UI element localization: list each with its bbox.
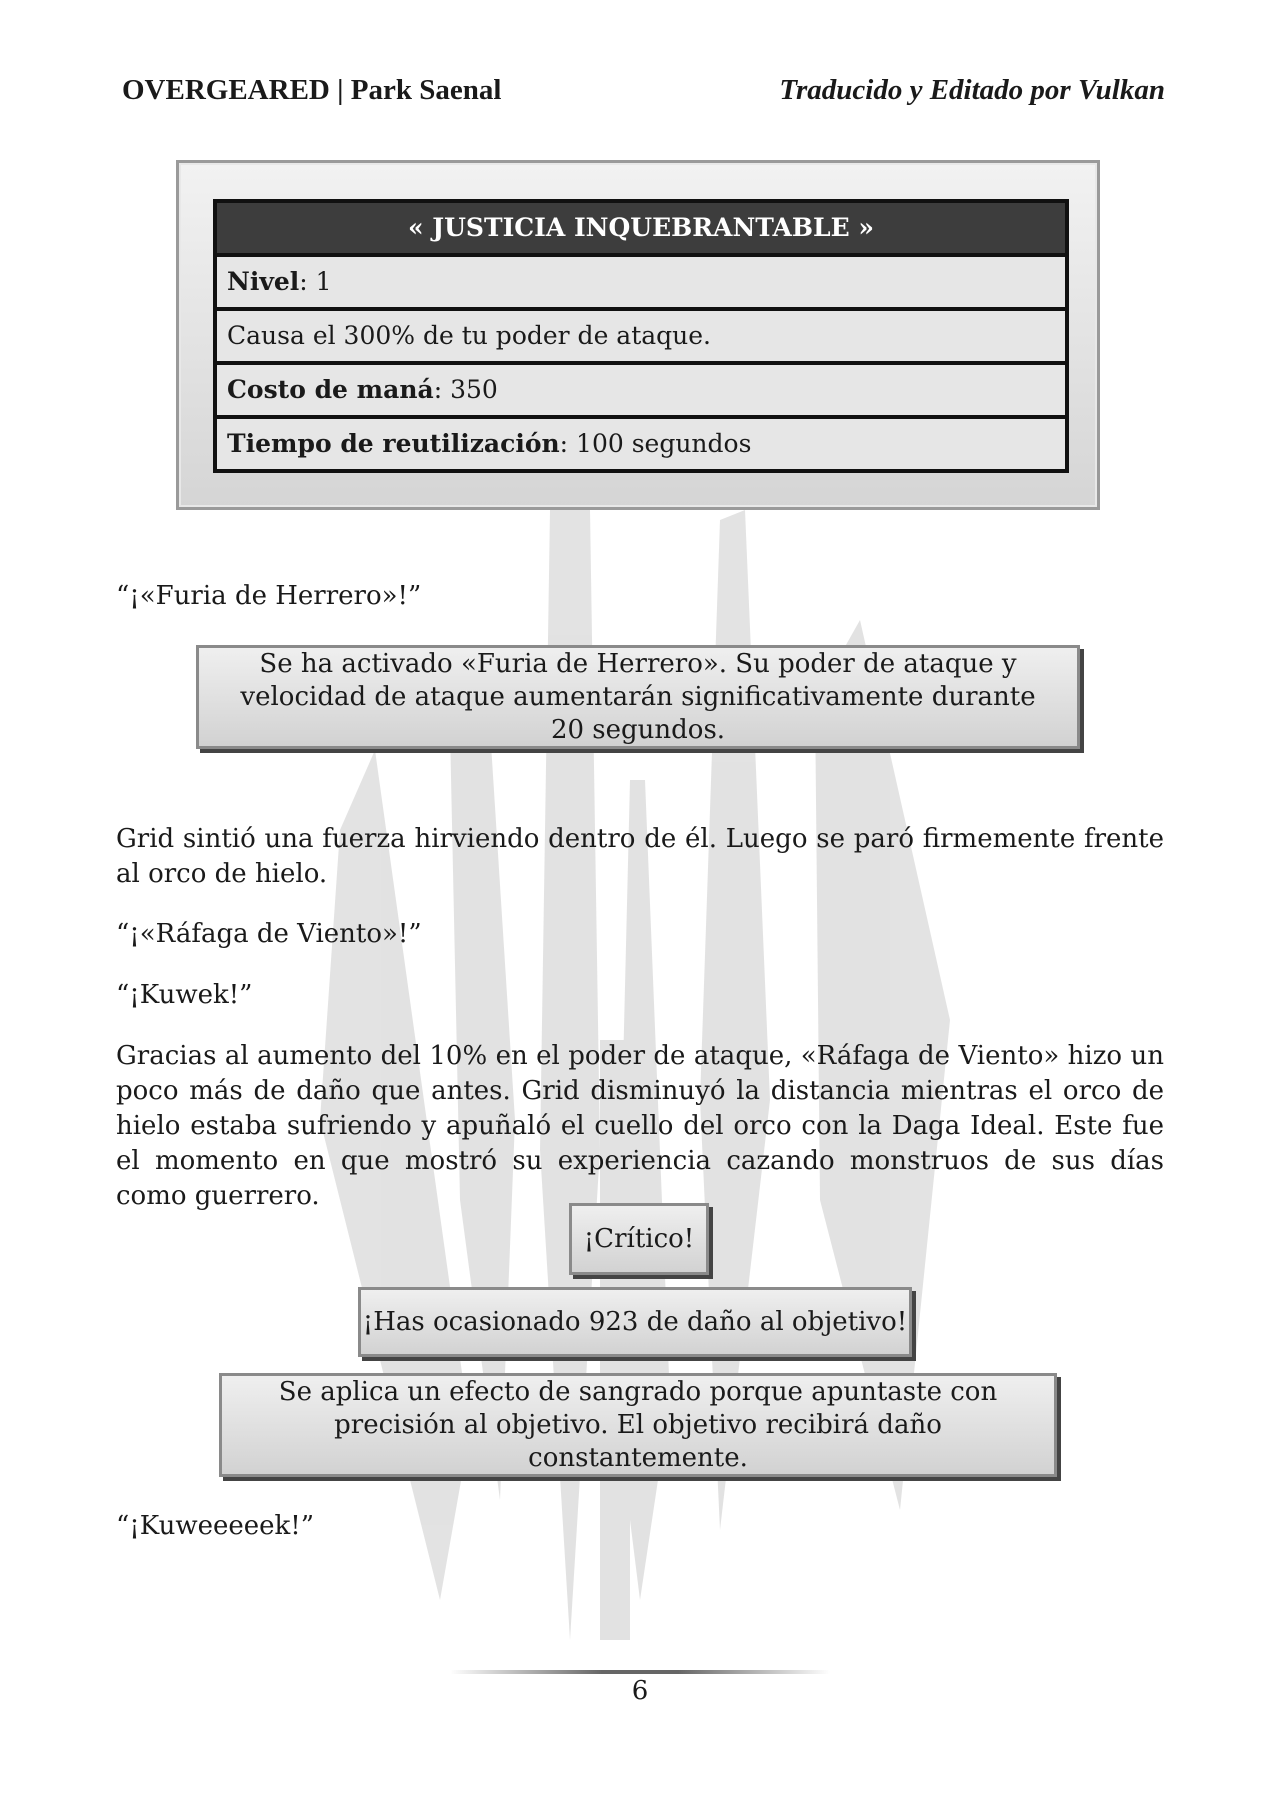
system-message-critical: ¡Crítico! <box>569 1203 709 1275</box>
dialogue-line-3: “¡Kuwek!” <box>116 980 253 1010</box>
skill-cooldown-label: Tiempo de reutilización <box>227 429 560 458</box>
skill-info-frame <box>176 160 1100 510</box>
skill-title: « JUSTICIA INQUEBRANTABLE » <box>217 203 1065 257</box>
skill-level-row <box>217 257 1065 311</box>
header-translator-credit: Traducido y Editado por Vulkan <box>779 74 1165 106</box>
skill-cooldown-value: : 100 segundos <box>559 429 752 458</box>
page-number: 6 <box>631 1676 649 1706</box>
narration-paragraph-1: Grid sintió una fuerza hirviendo dentro de él. Luego se paró firmemente frente al orco de hielo. <box>116 824 1164 889</box>
skill-cooldown-row <box>217 419 1065 469</box>
narration-paragraph-2: Gracias al aumento del 10% en el poder de ataque, «Ráfaga de Viento» hizo un poco más de daño que antes. Grid disminuyó la distancia mientras el orco de hielo estaba sufriendo y apuñaló el cuello del orco con la Daga Ideal. Este fue el momento en que mostró su experiencia cazando monstruos de sus días como guerrero. <box>116 1041 1164 1211</box>
system-message-damage: ¡Has ocasionado 923 de daño al objetivo! <box>358 1287 912 1357</box>
dialogue-line-1: “¡«Furia de Herrero»!” <box>116 581 422 611</box>
skill-mana-label: Costo de maná <box>227 375 434 404</box>
system-message-activation: Se ha activado «Furia de Herrero». Su poder de ataque y velocidad de ataque aumentarán significativamente durante 20 segundos. <box>196 645 1080 749</box>
dialogue-line-4: “¡Kuweeeeek!” <box>116 1511 315 1541</box>
header-book-title: OVERGEARED | Park Saenal <box>122 74 502 106</box>
footer-divider <box>450 1670 830 1674</box>
skill-info-table <box>213 199 1069 473</box>
skill-level-label: Nivel <box>227 267 300 296</box>
skill-description-row: Causa el 300% de tu poder de ataque. <box>217 311 1065 365</box>
system-message-bleed: Se aplica un efecto de sangrado porque apuntaste con precisión al objetivo. El objetivo recibirá daño constantemente. <box>219 1373 1057 1477</box>
dialogue-line-2: “¡«Ráfaga de Viento»!” <box>116 919 422 949</box>
skill-level-value: : 1 <box>299 267 332 296</box>
skill-mana-value: : 350 <box>433 375 498 404</box>
skill-mana-row <box>217 365 1065 419</box>
